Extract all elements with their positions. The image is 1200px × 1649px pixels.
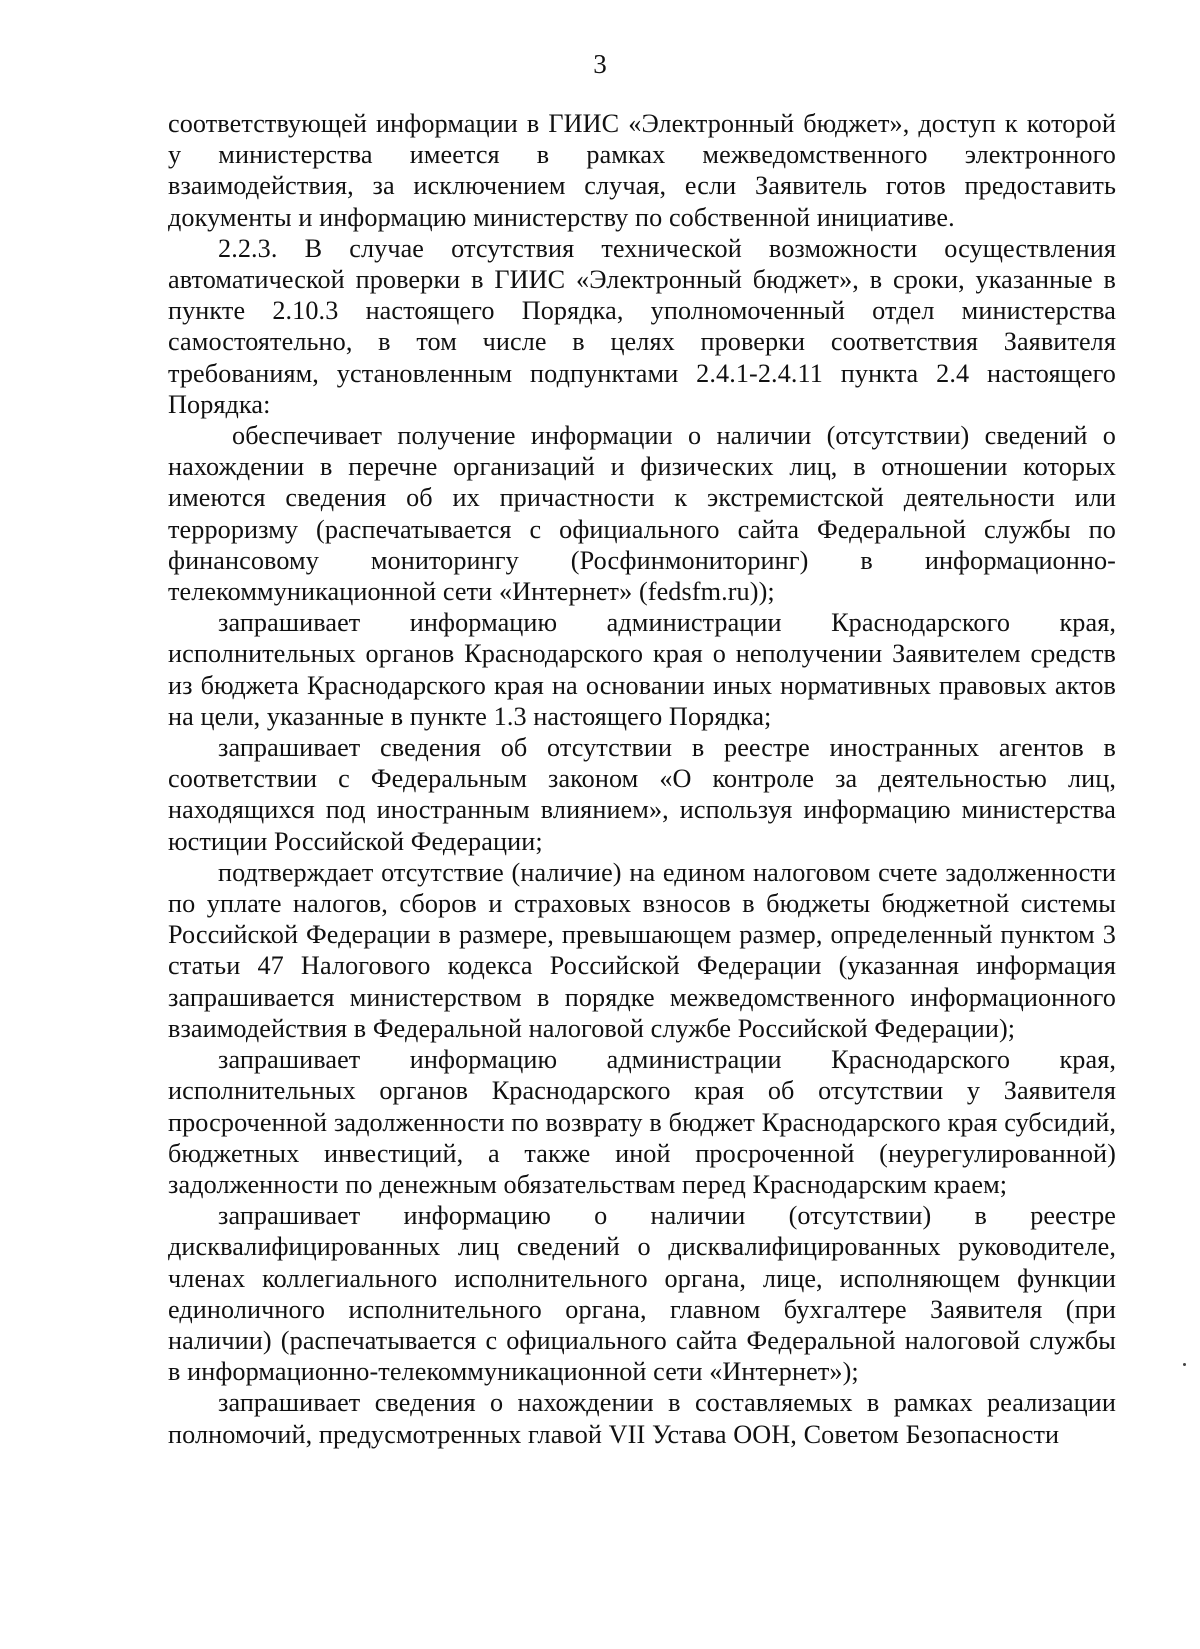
scan-speck xyxy=(1183,1363,1186,1366)
document-body xyxy=(168,108,1116,1450)
page-number: 3 xyxy=(593,49,607,79)
paragraph-tax-debt-confirmation: подтверждает отсутствие (наличие) на едином налоговом счете задолженности по уплате налогов, сборов и страховых взносов в бюджеты бюджетной системы Российской Федерации в размере, превышающем размер, определенный пунктом 3 статьи 47 Налогового кодекса Российской Федерации (указанная информация запрашивается министерством в порядке межведомственного информационного взаимодействия в Федеральной налоговой службе Российской Федерации); xyxy=(168,857,1116,1043)
paragraph-un-security-council-lists: запрашивает сведения о нахождении в составляемых в рамках реализации полномочий, предусмотренных главой VII Устава ООН, Советом Безопасности xyxy=(168,1388,1116,1449)
paragraph-continuation: соответствующей информации в ГИИС «Электронный бюджет», доступ к которой у министерства имеется в рамках межведомственного электронного взаимодействия, за исключением случая, если Заявитель готов предоставить документы и информацию министерству по собственной инициативе. xyxy=(168,109,1116,232)
paragraph-disqualified-persons-registry: запрашивает информацию о наличии (отсутствии) в реестре дисквалифицированных лиц сведений о дисквалифицированных руководителе, членах коллегиального исполнительного органа, лице, исполняющем функции единоличного исполнительного органа, главном бухгалтере Заявителя (при наличии) (распечатывается с официального сайта Федеральной налоговой службы в информационно-телекоммуникационной сети «Интернет»); xyxy=(168,1201,1116,1387)
paragraph-rosfinmonitoring-check: обеспечивает получение информации о наличии (отсутствии) сведений о нахождении в перечне организаций и физических лиц, в отношении которых имеются сведения об их причастности к экстремистской деятельности или терроризму (распечатывается с официального сайта Федеральной службы по финансовому мониторингу (Росфинмониторинг) в информационно-телекоммуникационной сети «Интернет» (fedsfm.ru)); xyxy=(168,421,1116,607)
paragraph-budget-funds-request: запрашивает информацию администрации Краснодарского края, исполнительных органов Краснодарского края о неполучении Заявителем средств из бюджета Краснодарского края на основании иных нормативных правовых актов на цели, указанные в пункте 1.3 настоящего Порядка; xyxy=(168,608,1116,731)
paragraph-clause-2-2-3: 2.2.3. В случае отсутствия технической возможности осуществления автоматической проверки в ГИИС «Электронный бюджет», в сроки, указанные в пункте 2.10.3 настоящего Порядка, уполномоченный отдел министерства самостоятельно, в том числе в целях проверки соответствия Заявителя требованиям, установленным подпунктами 2.4.1-2.4.11 пункта 2.4 настоящего Порядка: xyxy=(168,233,1116,419)
paragraph-foreign-agents-registry: запрашивает сведения об отсутствии в реестре иностранных агентов в соответствии с Федеральным законом «О контроле за деятельностью лиц, находящихся под иностранным влиянием», используя информацию министерства юстиции Российской Федерации; xyxy=(168,733,1116,856)
paragraph-overdue-debt-request: запрашивает информацию администрации Краснодарского края, исполнительных органов Краснодарского края об отсутствии у Заявителя просроченной задолженности по возврату в бюджет Краснодарского края субсидий, бюджетных инвестиций, а также иной просроченной (неурегулированной) задолженности по денежным обязательствам перед Краснодарским краем; xyxy=(168,1045,1116,1199)
